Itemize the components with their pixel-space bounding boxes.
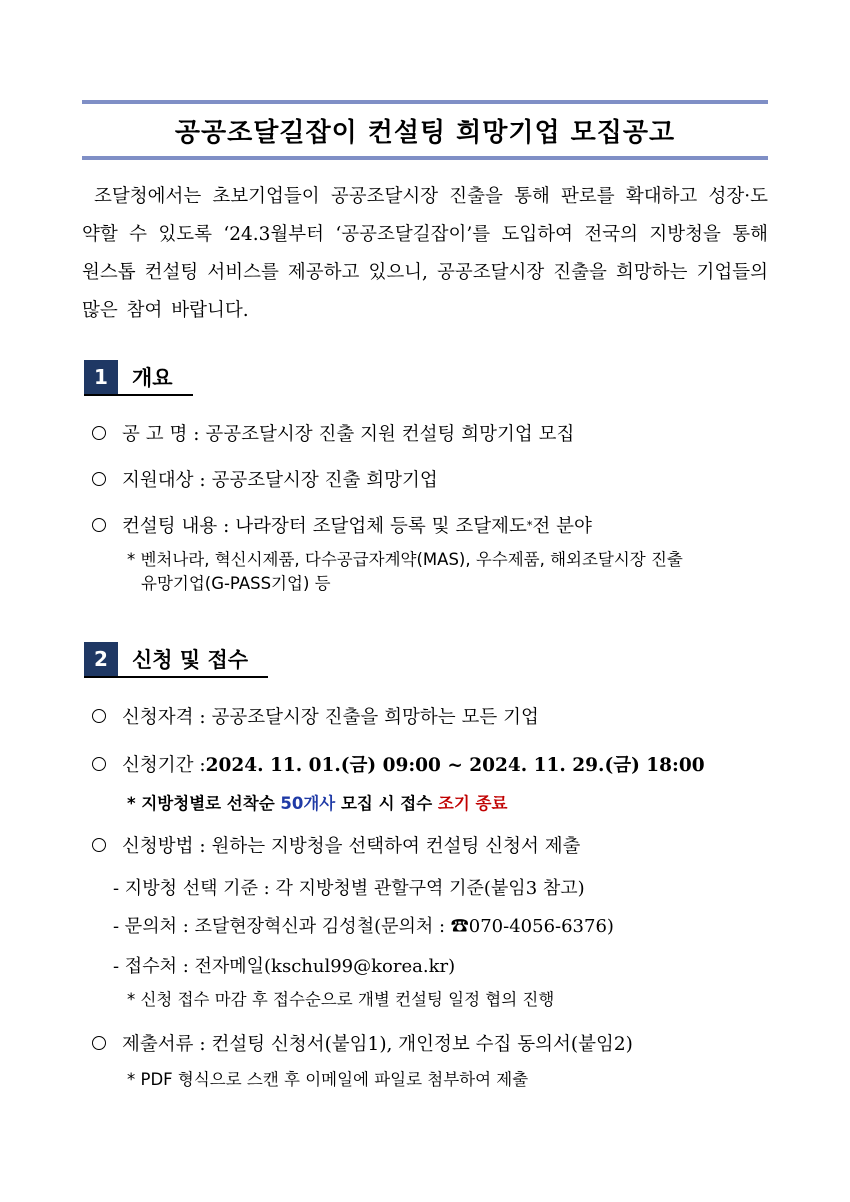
- documents-note: * PDF 형식으로 스캔 후 이메일에 파일로 첨부하여 제출: [127, 1070, 529, 1089]
- application-method: [92, 832, 580, 858]
- circle-bullet-icon: [92, 472, 106, 486]
- application-period-value: 2024. 11. 01.(금) 09:00 ~ 2024. 11. 29.(금) 18:00: [205, 755, 705, 776]
- page-title: 공공조달길잡이 컨설팅 희망기업 모집공고: [174, 117, 676, 148]
- notice-count: 50개사: [280, 794, 336, 813]
- overview-item-title: [92, 420, 574, 446]
- circle-bullet-icon: [92, 838, 106, 852]
- circle-bullet-icon: [92, 1036, 106, 1050]
- overview-footnote: [127, 548, 683, 596]
- overview-item-target-text: 지원대상 : 공공조달시장 진출 희망기업: [122, 470, 438, 491]
- overview-item-content: [92, 512, 592, 538]
- circle-bullet-icon: [92, 426, 106, 440]
- section-1-label: 개요: [132, 366, 173, 390]
- section-2-header: [84, 642, 268, 678]
- contact-info: - 문의처 : 조달현장혁신과 김성철(문의처 : ☎070-4056-6376): [113, 916, 614, 937]
- required-documents-text: 제출서류 : 컨설팅 신청서(붙임1), 개인정보 수집 동의서(붙임2): [122, 1034, 633, 1055]
- title-block: [82, 100, 768, 160]
- office-selection-criteria: - 지방청 선택 기준 : 각 지방청별 관할구역 기준(붙임3 참고): [113, 878, 585, 899]
- circle-bullet-icon: [92, 757, 106, 771]
- application-period: [92, 751, 705, 777]
- intro-paragraph: 조달청에서는 초보기업들이 공공조달시장 진출을 통해 판로를 확대하고 성장·도약할 수 있도록 ‘24.3월부터 ‘공공조달길잡이’를 도입하여 전국의 지방청을 통해 원스톱 컨설팅 서비스를 제공하고 있으니, 공공조달시장 진출을 희망하는 기업들의 많은 참여 바랍니다.: [82, 186, 768, 321]
- notice-mid: 모집 시 접수: [335, 794, 438, 813]
- overview-item-content-text: 컨설팅 내용 : 나라장터 조달업체 등록 및 조달제도: [122, 516, 527, 537]
- application-method-text: 신청방법 : 원하는 지방청을 선택하여 컨설팅 신청서 제출: [122, 836, 581, 857]
- notice-pre: * 지방청별로 선착순: [127, 794, 281, 813]
- section-1-header: [84, 360, 193, 396]
- early-close-notice: [127, 790, 507, 814]
- circle-bullet-icon: [92, 518, 106, 532]
- overview-item-content-tail: 전 분야: [532, 516, 592, 537]
- overview-item-target: [92, 466, 438, 492]
- section-1-number: 1: [84, 360, 118, 394]
- section-2-label: 신청 및 접수: [132, 648, 249, 672]
- application-qualification: [92, 703, 539, 729]
- footnote-marker: *: [526, 518, 533, 532]
- overview-item-title-text: 공 고 명 : 공공조달시장 진출 지원 컨설팅 희망기업 모집: [122, 424, 575, 445]
- circle-bullet-icon: [92, 709, 106, 723]
- application-qualification-text: 신청자격 : 공공조달시장 진출을 희망하는 모든 기업: [122, 707, 539, 728]
- application-period-label: 신청기간 :: [122, 755, 206, 776]
- overview-footnote-line-2: 유망기업(G-PASS기업) 등: [141, 574, 331, 593]
- section-2-number: 2: [84, 642, 118, 676]
- overview-footnote-line-1: * 벤처나라, 혁신시제품, 다수공급자계약(MAS), 우수제품, 해외조달시장 진출: [127, 550, 683, 569]
- notice-end: 조기 종료: [437, 794, 508, 813]
- submission-email: - 접수처 : 전자메일(kschul99@korea.kr): [113, 956, 456, 977]
- submission-note: * 신청 접수 마감 후 접수순으로 개별 컨설팅 일정 협의 진행: [127, 990, 555, 1009]
- required-documents: [92, 1030, 633, 1056]
